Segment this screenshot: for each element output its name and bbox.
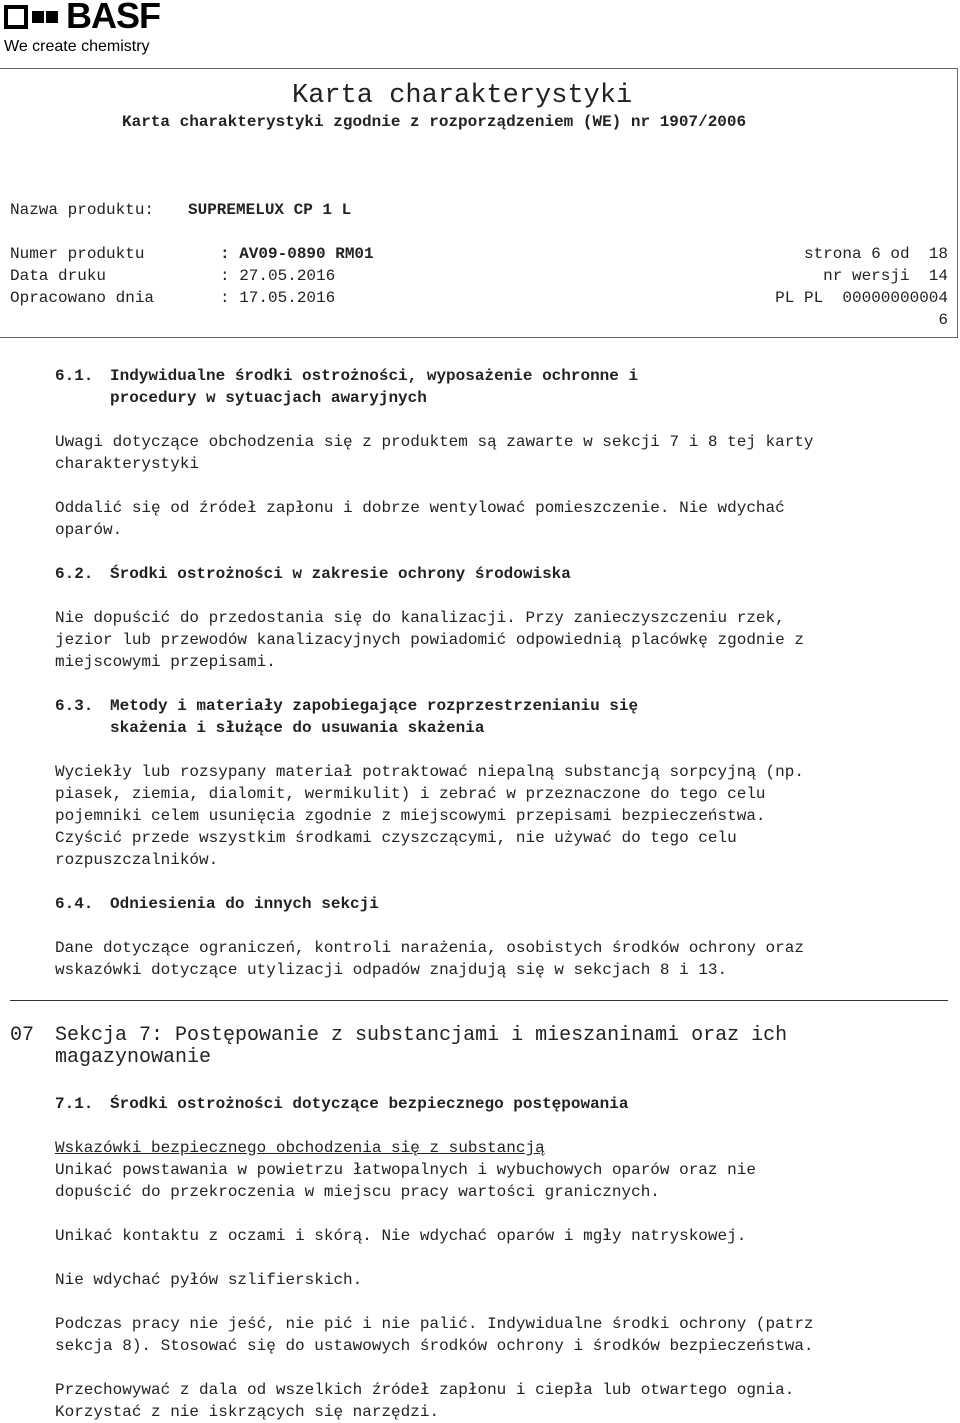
section-7-1-text: Korzystać z nie iskrzących się narzędzi. [55,1403,440,1421]
section-6-1-number: 6.1. [55,367,94,385]
section-7-1-subheading: Wskazówki bezpiecznego obchodzenia się z substancją [55,1139,545,1157]
section-6-2-number: 6.2. [55,565,94,583]
section-6-1-text: oparów. [55,521,123,539]
section-6-3-title-cont: skażenia i służące do usuwania skażenia [110,719,485,737]
section-divider [10,1000,948,1001]
brand-name: BASF [66,0,160,36]
section-6-3-text: rozpuszczalników. [55,851,219,869]
section-6-3-title: Metody i materiały zapobiegające rozprzestrzenianiu się [110,697,639,715]
section-6-2-title: Środki ostrożności w zakresie ochrony środowiska [110,565,571,583]
document-code-suffix: 6 [938,311,948,329]
field-value-prepared-date: : 17.05.2016 [220,289,336,307]
section-7-1-text: dopuścić do przekroczenia w miejscu pracy wartości granicznych. [55,1183,660,1201]
section-6-3-text: pojemniki celem usunięcia zgodnie z miejscowymi przepisami bezpieczeństwa. [55,807,766,825]
section-7-1-text: sekcja 8). Stosować się do ustawowych środków ochrony i środków bezpieczeństwa. [55,1337,814,1355]
document-code: PL PL 00000000004 [775,289,948,307]
page-indicator: strona 6 od 18 [803,245,948,263]
section-6-3-number: 6.3. [55,697,94,715]
section-6-3-text: piasek, ziemia, dialomit, wermikulit) i zebrać w przeznaczone do tego celu [55,785,766,803]
section-7-1-title: Środki ostrożności dotyczące bezpiecznego postępowania [110,1095,629,1113]
section-7-number: 07 [10,1024,35,1047]
section-7-title: Sekcja 7: Postępowanie z substancjami i mieszaninami oraz ich [55,1024,788,1047]
section-6-2-text: jezior lub przewodów kanalizacyjnych powiadomić odpowiednią placówkę zgodnie z [55,631,804,649]
section-7-1-text: Unikać kontaktu z oczami i skórą. Nie wdychać oparów i mgły natryskowej. [55,1227,747,1245]
section-6-3-text: Wyciekły lub rozsypany materiał potraktować niepalną substancją sorpcyjną (np. [55,763,804,781]
section-7-1-text: Podczas pracy nie jeść, nie pić i nie palić. Indywidualne środki ochrony (patrz [55,1315,814,1333]
field-value-product-number: : AV09-0890 RM01 [220,245,374,263]
section-6-1-title-cont: procedury w sytuacjach awaryjnych [110,389,427,407]
section-6-2-text: Nie dopuścić do przedostania się do kanalizacji. Przy zanieczyszczeniu rzek, [55,609,785,627]
section-6-4-number: 6.4. [55,895,94,913]
field-label-product-number: Numer produktu [10,245,145,263]
section-6-1-text: charakterystyki [55,455,200,473]
section-7-1-number: 7.1. [55,1095,94,1113]
field-value-print-date: : 27.05.2016 [220,267,336,285]
product-label: Nazwa produktu: [10,201,155,219]
document-subtitle: Karta charakterystyki zgodnie z rozporządzeniem (WE) nr 1907/2006 [122,113,747,131]
section-6-3-text: Czyścić przede wszystkim środkami czyszczącymi, nie używać do tego celu [55,829,737,847]
brand-tagline: We create chemistry [4,38,150,55]
section-6-4-title: Odniesienia do innych sekcji [110,895,379,913]
document-title: Karta charakterystyki [292,81,633,111]
basf-logo-mark [4,5,62,29]
section-7-1-text: Unikać powstawania w powietrzu łatwopalnych i wybuchowych oparów oraz nie [55,1161,756,1179]
section-6-2-text: miejscowymi przepisami. [55,653,276,671]
section-7-1-text: Nie wdychać pyłów szlifierskich. [55,1271,363,1289]
section-6-4-text: Dane dotyczące ograniczeń, kontroli narażenia, osobistych środków ochrony oraz [55,939,804,957]
version-number: nr wersji 14 [823,267,948,285]
field-label-print-date: Data druku [10,267,107,285]
section-6-1-text: Uwagi dotyczące obchodzenia się z produktem są zawarte w sekcji 7 i 8 tej karty [55,433,814,451]
section-7-1-text: Przechowywać z dala od wszelkich źródeł zapłonu i ciepła lub otwartego ognia. [55,1381,795,1399]
section-6-4-text: wskazówki dotyczące utylizacji odpadów znajdują się w sekcjach 8 i 13. [55,961,728,979]
section-6-1-title: Indywidualne środki ostrożności, wyposażenie ochronne i [110,367,639,385]
section-7-title-cont: magazynowanie [55,1046,212,1069]
field-label-prepared-date: Opracowano dnia [10,289,155,307]
basf-logo [4,2,204,58]
section-6-1-text: Oddalić się od źródeł zapłonu i dobrze wentylować pomieszczenie. Nie wdychać [55,499,785,517]
product-name: SUPREMELUX CP 1 L [188,201,352,219]
